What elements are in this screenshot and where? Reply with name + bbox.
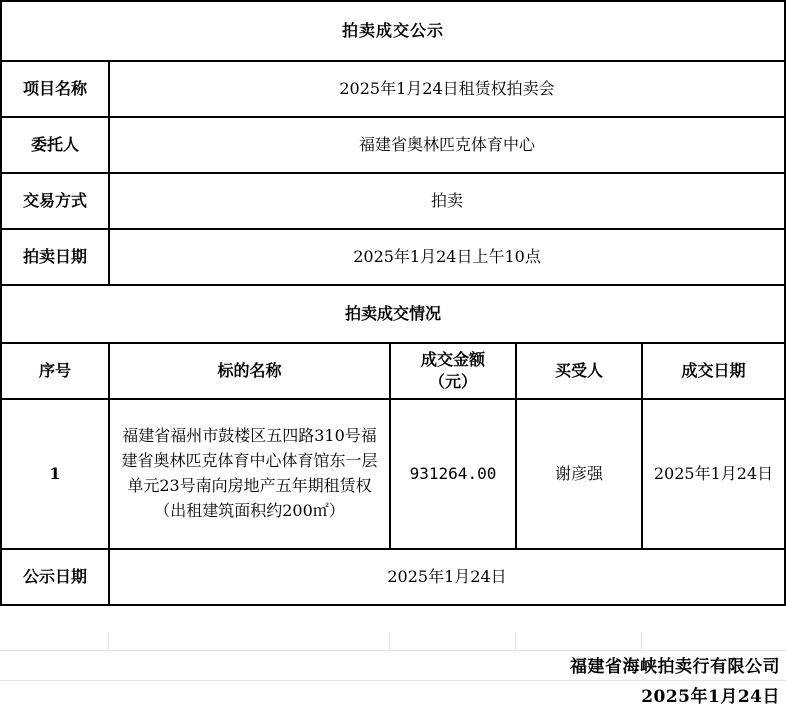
client-value: 福建省奥林匹克体育中心 xyxy=(109,117,785,173)
footer-company: 福建省海峡拍卖行有限公司 xyxy=(570,657,780,677)
column-header-buyer: 买受人 xyxy=(516,343,642,399)
client-label: 委托人 xyxy=(1,117,109,173)
column-header-amount-line2: （元） xyxy=(428,372,477,391)
transaction-method-value: 拍卖 xyxy=(109,173,785,229)
auction-date-value: 2025年1月24日上午10点 xyxy=(109,229,785,285)
project-name-value: 2025年1月24日租赁权拍卖会 xyxy=(109,61,785,117)
section-title: 拍卖成交情况 xyxy=(1,285,785,343)
row-seq: 1 xyxy=(1,399,109,549)
publicity-date-label: 公示日期 xyxy=(1,549,109,605)
project-name-label: 项目名称 xyxy=(1,61,109,117)
table-row xyxy=(1,399,785,549)
row-buyer: 谢彦强 xyxy=(516,399,642,549)
footer-gridlines xyxy=(0,632,786,650)
column-header-amount xyxy=(390,343,516,399)
row-amount: 931264.00 xyxy=(390,399,516,549)
publicity-date-value: 2025年1月24日 xyxy=(109,549,785,605)
auction-date-label: 拍卖日期 xyxy=(1,229,109,285)
page-title: 拍卖成交公示 xyxy=(1,1,785,61)
row-item-name: 福建省福州市鼓楼区五四路310号福建省奥林匹克体育中心体育馆东一层单元23号南向房地产五年期租赁权（出租建筑面积约200㎡） xyxy=(109,399,390,549)
column-header-amount-line1: 成交金额 xyxy=(420,349,485,369)
row-date: 2025年1月24日 xyxy=(642,399,785,549)
transaction-method-label: 交易方式 xyxy=(1,173,109,229)
column-header-item: 标的名称 xyxy=(109,343,390,399)
column-header-seq: 序号 xyxy=(1,343,109,399)
footer-date: 2025年1月24日 xyxy=(641,687,780,707)
column-header-date: 成交日期 xyxy=(642,343,785,399)
